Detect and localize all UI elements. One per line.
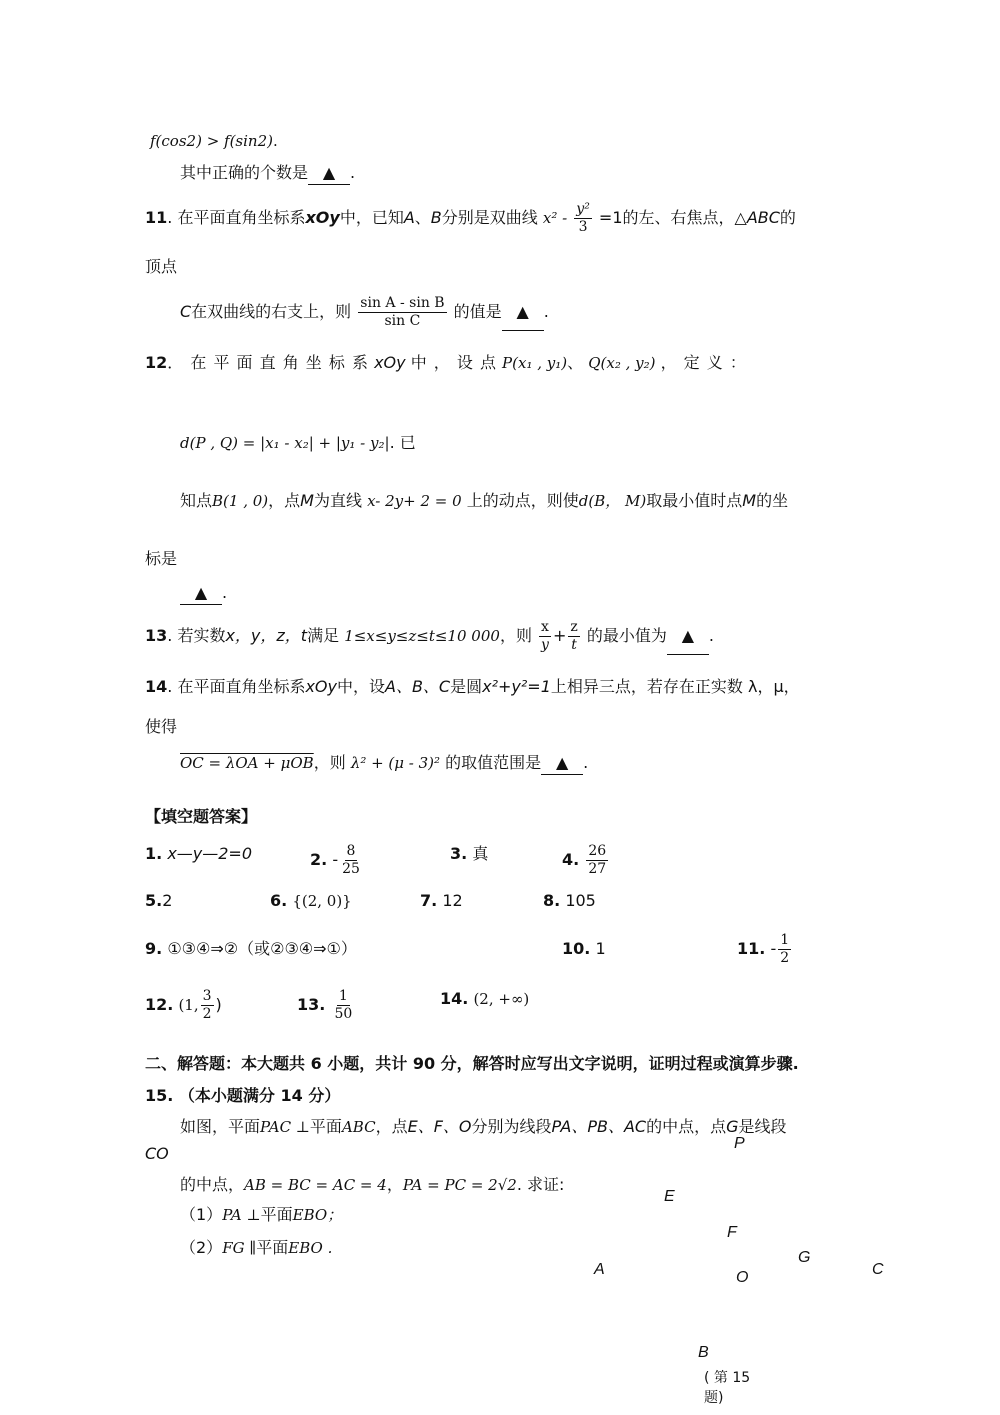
question-12-line4: 标是	[145, 549, 178, 568]
figure-label-e: E	[664, 1188, 675, 1205]
answer-blank: ▲	[180, 582, 222, 605]
question-14-line3: OC = λOA + μOB，则 λ² + (μ - 3)² 的取值范围是 ▲ .	[180, 752, 588, 775]
answer-1: 1. x—y—2=0	[145, 844, 253, 863]
q15-line2: CO	[145, 1144, 169, 1163]
question-11: 11. 在平面直角坐标系xOy中，已知A、B分别是双曲线 x² - $\frac{\text{y²}}{3}$ =1的左、右焦点，△ABC的	[145, 201, 796, 235]
figure-label-o: O	[736, 1269, 749, 1286]
q15-part2: （2）FG ∥平面EBO .	[180, 1238, 333, 1257]
answer-10: 10. 1	[562, 939, 606, 958]
answer-blank: ▲	[541, 752, 583, 775]
answer-blank: ▲	[667, 618, 709, 655]
q10-count-line: 其中正确的个数是 ▲ .	[180, 162, 355, 185]
q10-inequality: f(cos2) > f(sin2).	[150, 132, 278, 150]
answer-13: 13. $\frac{1}{50}$	[297, 988, 353, 1022]
figure-caption-2: 题)	[704, 1390, 724, 1406]
figure-label-f: F	[727, 1224, 737, 1241]
figure-label-g: G	[798, 1249, 811, 1266]
answer-blank: ▲	[308, 162, 350, 185]
question-12-blank-line: ▲ .	[180, 582, 227, 605]
q15-line1: 如图，平面PAC ⊥平面ABC，点E、F、O分别为线段PA、PB、AC的中点，点G是线段	[180, 1117, 787, 1136]
answer-blank: ▲	[502, 294, 544, 331]
q15-line3: 的中点，AB = BC = AC = 4，PA = PC = 2√2. 求证:	[180, 1175, 565, 1194]
sine-ratio-fraction: $\frac{\text{sin A - sin B}}{\text{sin C}}$	[360, 295, 445, 329]
answer-3: 3. 真	[450, 844, 489, 863]
question-11-line2: 顶点	[145, 257, 178, 276]
answer-2: 2. - $\frac{8}{25}$	[310, 843, 360, 877]
q15-part1: （1）PA ⊥平面EBO；	[180, 1205, 343, 1224]
figure-label-b: B	[698, 1344, 709, 1361]
answer-7: 7. 12	[420, 891, 463, 910]
answer-11: 11. - $\frac{1}{2}$	[737, 932, 790, 966]
answer-9: 9. ①③④⇒②（或②③④⇒①）	[145, 939, 357, 958]
q15-title: 15. （本小题满分 14 分）	[145, 1086, 341, 1105]
figure-caption-1: ( 第 15	[704, 1370, 751, 1386]
question-13: 13. 若实数x，y，z，t满足 1≤x≤y≤z≤t≤10 000，则 $\frac{x}{y}$ + $\frac{z}{t}$ 的最小值为 ▲ .	[145, 619, 714, 653]
answer-8: 8. 105	[543, 891, 596, 910]
question-14-line2: 使得	[145, 717, 178, 736]
figure-label-p: P	[734, 1135, 745, 1152]
answer-4: 4. $\frac{26}{27}$	[562, 843, 607, 877]
question-12-definition: d(P , Q) = |x₁ - x₂| + |y₁ - y₂|. 已	[180, 433, 416, 452]
part2-heading: 二、解答题：本大题共 6 小题，共计 90 分，解答时应写出文字说明，证明过程或演算步骤.	[145, 1054, 799, 1073]
figure-label-c: C	[872, 1261, 884, 1278]
question-14: 14. 在平面直角坐标系xOy中，设A、B、C是圆x²+y²=1上相异三点，若存在正实数 λ，μ，	[145, 677, 800, 696]
answer-14: 14. (2, +∞)	[440, 989, 530, 1008]
z-over-t-fraction: $\frac{z}{t}$	[570, 619, 578, 653]
hyperbola-fraction: $\frac{\text{y²}}{3}$	[576, 201, 590, 235]
answers-heading: 【填空题答案】	[145, 807, 258, 826]
question-12-line3: 知点B(1 , 0)，点M为直线 x- 2y+ 2 = 0 上的动点，则使d(B， M)取最小值时点M的坐	[180, 491, 789, 510]
answer-5: 5.2	[145, 891, 173, 910]
answer-6: 6. {(2, 0)}	[270, 891, 352, 910]
question-11-line3: C在双曲线的右支上，则 $\frac{\text{sin A - sin B}}{\text{sin C}}$ 的值是 ▲ .	[180, 295, 549, 329]
answer-12: 12. (1, $\frac{3}{2}$ )	[145, 988, 222, 1022]
x-over-y-fraction: $\frac{x}{y}$	[541, 619, 549, 653]
question-12: 12． 在 平 面 直 角 坐 标 系 xOy 中 ， 设 点 P(x₁ , y₁)、 Q(x₂ , y₂) ， 定 义 ：	[145, 353, 747, 372]
figure-label-a: A	[594, 1261, 605, 1278]
